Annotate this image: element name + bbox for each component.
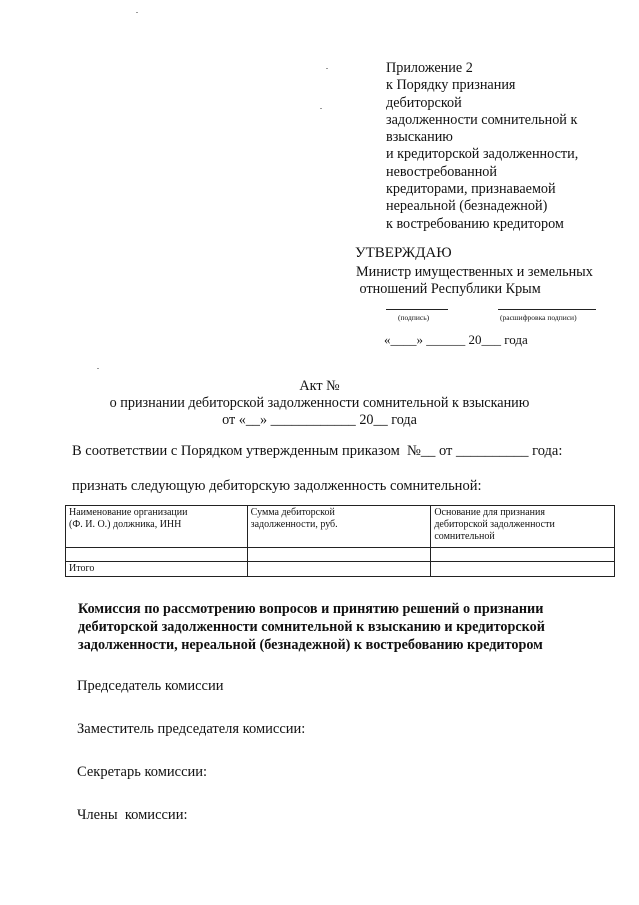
appendix-line: кредиторами, признаваемой bbox=[386, 181, 556, 198]
deputy-label: Заместитель председателя комиссии: bbox=[77, 721, 306, 737]
appendix-line: к востребованию кредитором bbox=[386, 215, 564, 232]
table-cell bbox=[431, 562, 615, 577]
appendix-line: дебиторской bbox=[386, 94, 462, 111]
table-cell bbox=[247, 562, 431, 577]
scan-speck bbox=[326, 68, 328, 69]
appendix-line: нереальной (безнадежной) bbox=[386, 198, 548, 215]
approval-date: «____» ______ 20___ года bbox=[384, 332, 528, 347]
decoding-caption: (расшифровка подписи) bbox=[500, 313, 577, 322]
appendix-line: Приложение 2 bbox=[386, 60, 473, 76]
table-total-row bbox=[66, 562, 615, 577]
header-text: дебиторской задолженности bbox=[434, 519, 555, 530]
secretary-label: Секретарь комиссии: bbox=[77, 764, 208, 780]
act-date: от «__» ____________ 20__ года bbox=[222, 412, 417, 428]
appendix-line: и кредиторской задолженности, bbox=[386, 146, 579, 163]
approval-position-line1: Министр имущественных и земельных bbox=[356, 264, 593, 280]
decoding-line bbox=[498, 309, 596, 310]
members-label: Члены комиссии: bbox=[77, 807, 188, 823]
debt-table bbox=[65, 505, 615, 577]
appendix-line: задолженности сомнительной к bbox=[386, 111, 578, 128]
scan-speck bbox=[97, 368, 99, 369]
appendix-block bbox=[386, 60, 636, 233]
scan-speck bbox=[320, 108, 322, 109]
header-text: сомнительной bbox=[434, 531, 495, 542]
commission-line: задолженности, нереальной (безнадежной) к востребованию кредитором bbox=[78, 637, 543, 653]
table-cell bbox=[431, 548, 615, 562]
table-row bbox=[66, 548, 615, 562]
signature-caption: (подпись) bbox=[398, 313, 430, 322]
header-cell-amount bbox=[247, 506, 431, 548]
header-text: Основание для признания bbox=[434, 507, 545, 518]
appendix-line: взысканию bbox=[386, 129, 453, 146]
header-text: задолженности, руб. bbox=[250, 519, 338, 530]
commission-line: дебиторской задолженности сомнительной к взысканию и кредиторской bbox=[78, 619, 545, 635]
header-text: Наименование организации bbox=[69, 507, 188, 518]
table-cell bbox=[247, 548, 431, 562]
scan-speck bbox=[136, 12, 138, 13]
appendix-line: невостребованной bbox=[386, 163, 497, 180]
header-text: (Ф. И. О.) должника, ИНН bbox=[69, 519, 182, 530]
commission-line: Комиссия по рассмотрению вопросов и принятию решений о признании bbox=[78, 601, 544, 617]
recognize-text: признать следующую дебиторскую задолженность сомнительной: bbox=[72, 478, 482, 494]
accordance-text: В соответствии с Порядком утвержденным приказом №__ от __________ года: bbox=[72, 443, 563, 459]
appendix-line: к Порядку признания bbox=[386, 77, 516, 94]
act-title: Акт № bbox=[299, 378, 340, 394]
chairman-label: Председатель комиссии bbox=[77, 678, 224, 694]
approval-title: УТВЕРЖДАЮ bbox=[355, 245, 452, 261]
commission-heading bbox=[78, 600, 598, 654]
header-cell-basis bbox=[431, 506, 615, 548]
approval-position-line2: отношений Республики Крым bbox=[356, 281, 541, 297]
signature-line bbox=[386, 309, 448, 310]
table-header-row bbox=[66, 506, 615, 548]
header-text: Сумма дебиторской bbox=[250, 507, 335, 518]
act-subtitle: о признании дебиторской задолженности сомнительной к взысканию bbox=[109, 395, 530, 411]
table-cell bbox=[66, 548, 248, 562]
header-cell-debtor bbox=[66, 506, 248, 548]
table-cell: Итого bbox=[66, 562, 248, 577]
